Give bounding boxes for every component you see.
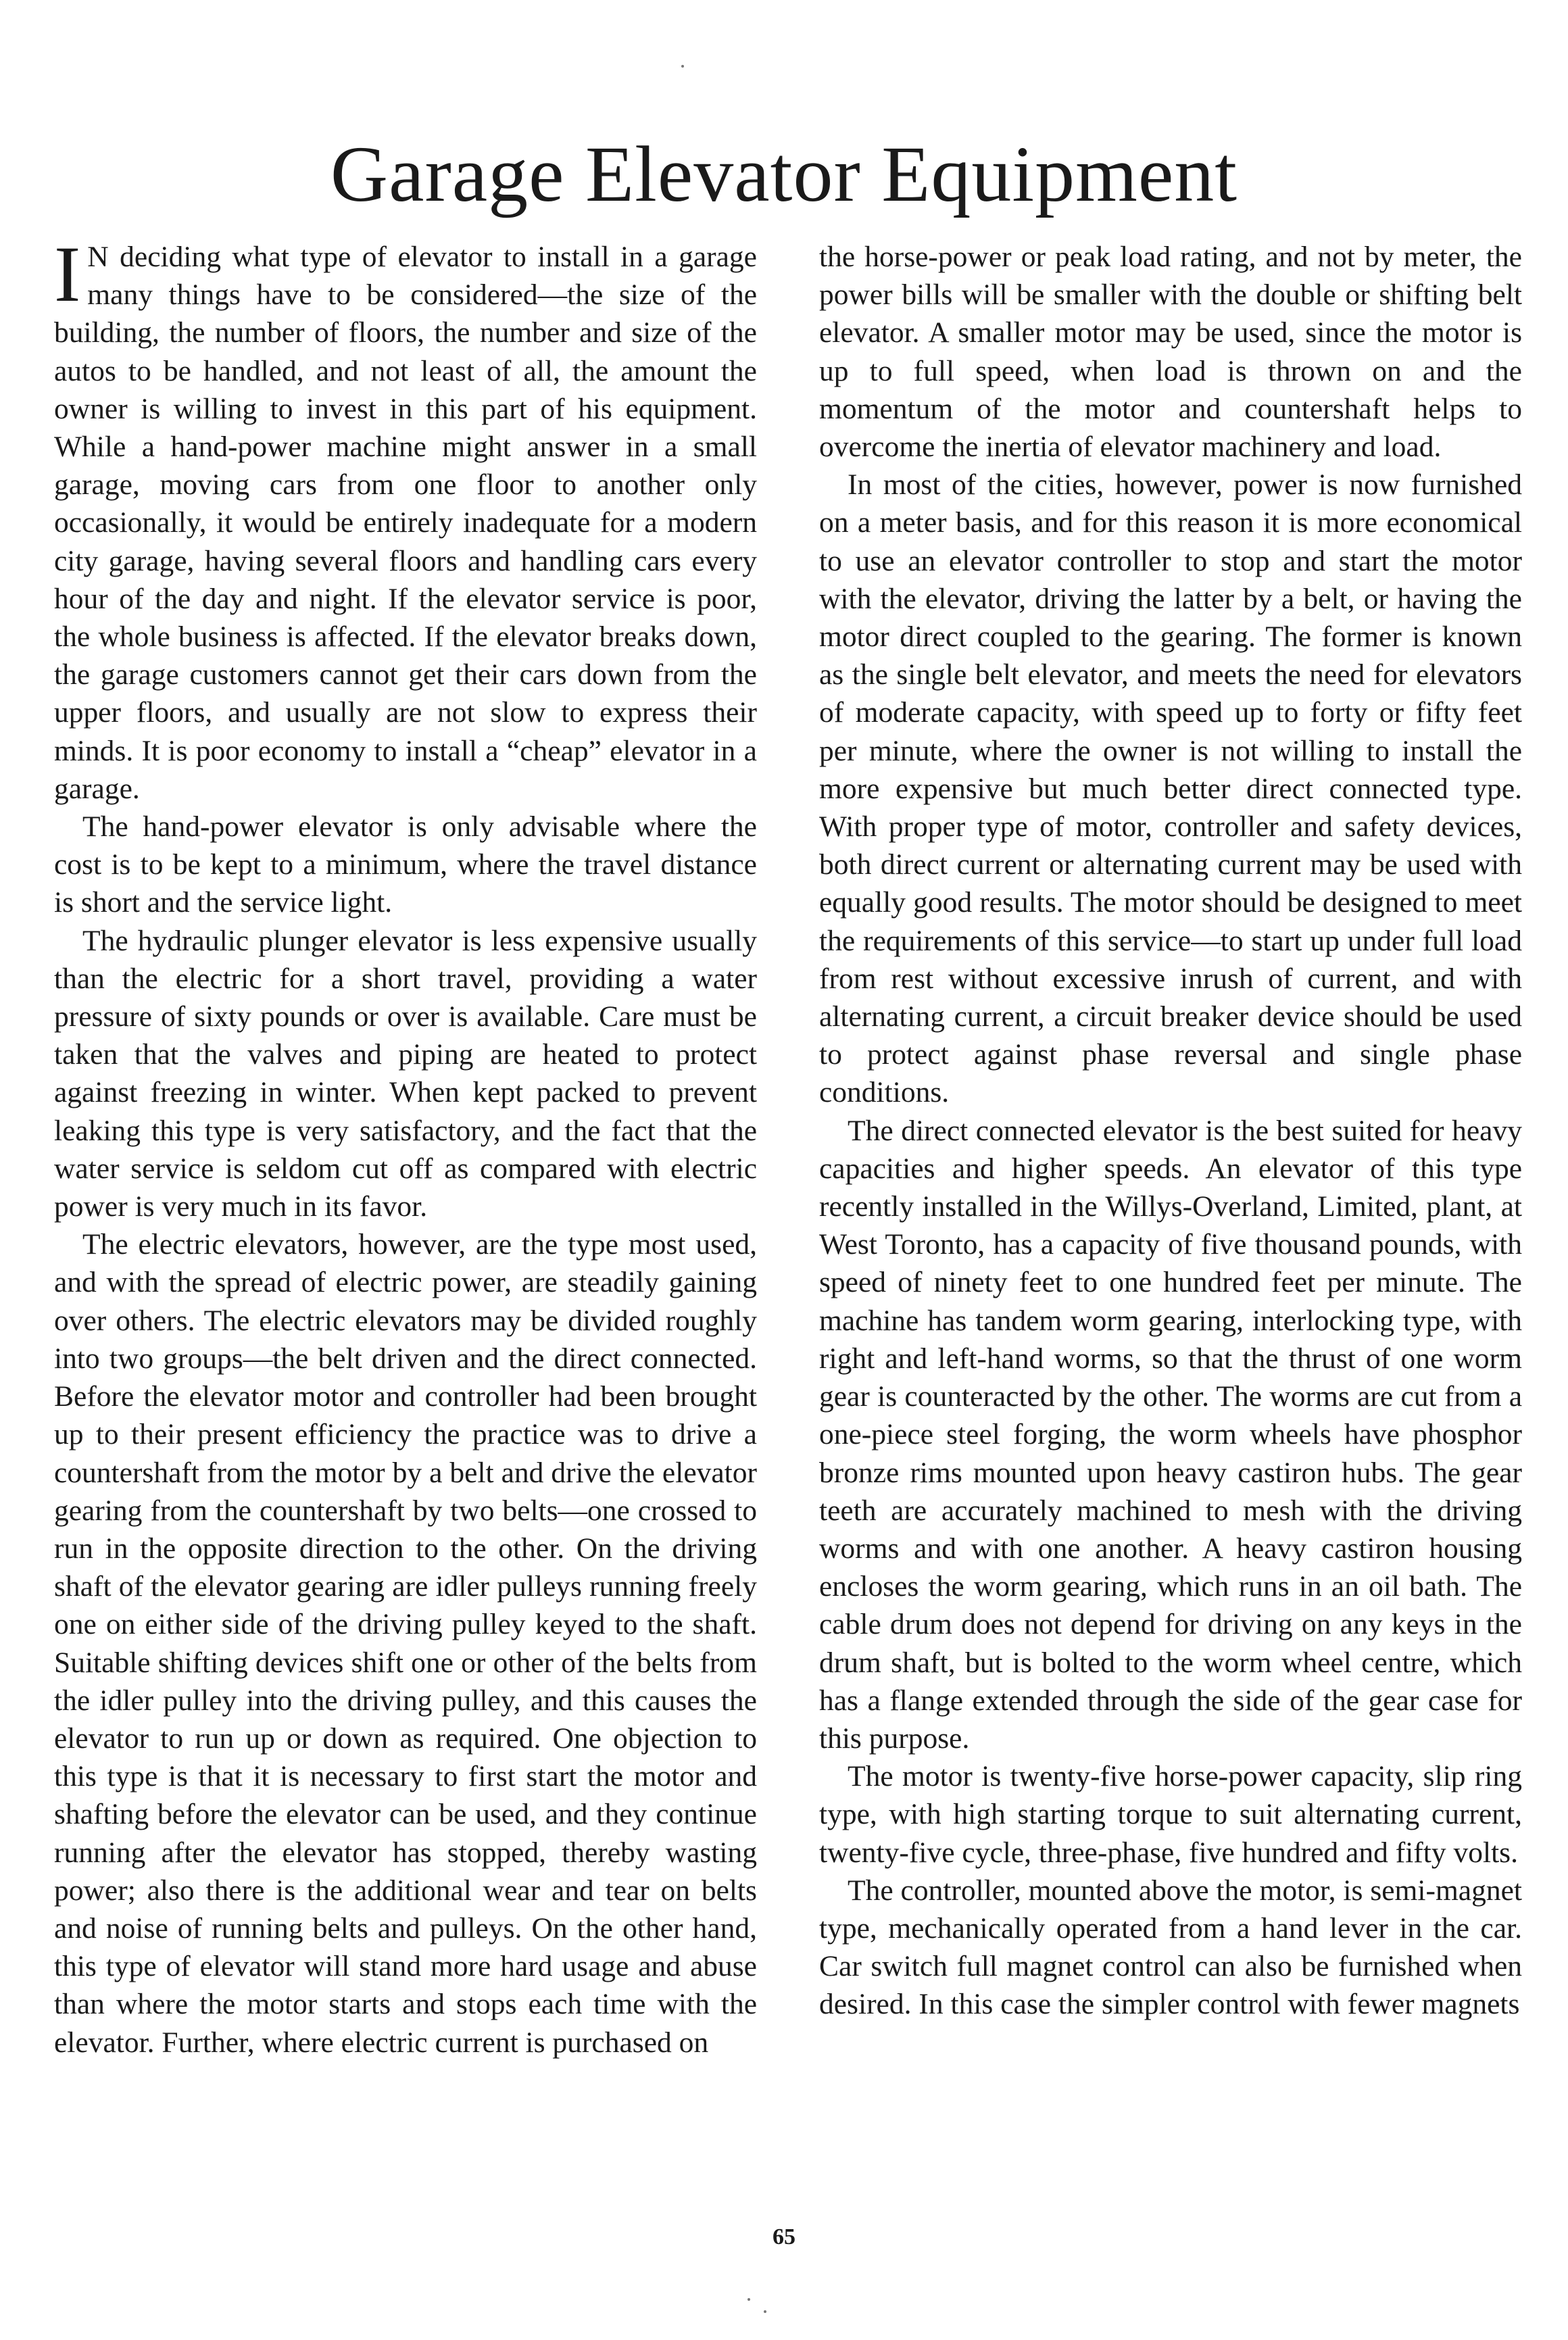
paragraph-hydraulic: The hydraulic plunger elevator is less expensive usually than the electric for a short travel, providing a water pressure of sixty pounds or over is available. Care must be taken that the valves and piping are heated to protect against freezing in winter. When kept packed to prevent leaking this type is very satisfactory, and the fact that the water service is seldom cut off as compared with electric power is very much in its favor. [54,924,757,1223]
opening-paragraph-text: N deciding what type of elevator to install in a garage many things have to be considered—the size of the building, the number of floors, the number and size of the autos to be handled, and not least of all, the amount the owner is willing to invest in this part of his equipment. While a hand-power machine might answer in a small garage, moving cars from one floor to another only occasionally, it would be entirely inadequate for a modern city garage, having several floors and handling cars every hour of the day and night. If the elevator service is poor, the whole business is affected. If the elevator breaks down, the garage customers cannot get their cars down from the upper floors, and usually are not slow to express their minds. It is poor economy to install a “cheap” elevator in a garage. [54,241,757,805]
print-speck [748,2298,750,2301]
print-speck [764,2310,766,2313]
paragraph-direct-connected: The direct connected elevator is the best suited for heavy capacities and higher speeds. An elevator of this type recently installed in the Willys-Overland, Limited, plant, at West Toronto, has a capacity of five thousand pounds, with speed of ninety feet to one hundred feet per minute. The machine has tandem worm gearing, interlocking type, with right and left-hand worms, so that the thrust of one worm gear is counteracted by the other. The worms are cut from a one-piece steel forging, the worm wheels have phosphor bronze rims mounted upon heavy castiron hubs. The gear teeth are accurately machined to mesh with the driving worms and with one another. A heavy castiron housing encloses the worm gearing, which runs in an oil bath. The cable drum does not depend for driving on any keys in the drum shaft, but is bolted to the worm wheel centre, which has a flange extended through the side of the gear case for this purpose. [819,1114,1522,1755]
right-column [819,238,1522,2024]
print-speck [681,65,684,68]
paragraph-controller: The controller, mounted above the motor, is semi-magnet type, mechanically operated from a hand lever in the car. Car switch full magnet control can also be furnished when desired. In this case the simpler control with fewer magnets [819,1874,1522,2021]
paragraph-electric: The electric elevators, however, are the type most used, and with the spread of electric power, are steadily gaining over others. The electric elevators may be divided roughly into two groups—the belt driven and the direct connected. Before the elevator motor and controller had been brought up to their present efficiency the practice was to drive a countershaft from the motor by a belt and drive the elevator gearing from the countershaft by two belts—one crossed to run in the opposite direction to the other. On the driving shaft of the elevator gearing are idler pulleys running freely one on either side of the driving pulley keyed to the shaft. Suitable shifting devices shift one or other of the belts from the idler pulley into the driving pulley, and this causes the elevator to run up or down as required. One objection to this type is that it is necessary to first start the motor and shafting before the elevator can be used, and they continue running after the elevator has stopped, thereby wasting power; also there is the additional wear and tear on belts and noise of running belts and pulleys. On the other hand, this type of elevator will stand more hard usage and abuse than where the motor starts and stops each time with the elevator. Further, where electric current is purchased on [54,1228,757,2059]
paragraph-motor: The motor is twenty-five horse-power capacity, slip ring type, with high starting torque to suit alternating current, twenty-five cycle, three-phase, five hundred and fifty volts. [819,1760,1522,1869]
paragraph-hand-power: The hand-power elevator is only advisable where the cost is to be kept to a minimum, where the travel distance is short and the service light. [54,810,757,919]
paragraph-meter-basis: In most of the cities, however, power is now furnished on a meter basis, and for this reason it is more economical to use an elevator controller to stop and start the motor with the elevator, driving the latter by a belt, or having the motor direct coupled to the gearing. The former is known as the single belt elevator, and meets the need for elevators of moderate capacity, with speed up to forty or fifty feet per minute, where the owner is not willing to install the more expensive but much better direct connected type. With proper type of motor, controller and safety devices, both direct current or alternating current may be used with equally good results. The motor should be designed to meet the requirements of this service—to start up under full load from rest without excessive inrush of current, and with alternating current, a circuit breaker device should be used to protect against phase reversal and single phase conditions. [819,468,1522,1109]
page-number: 65 [773,2224,795,2249]
continued-paragraph: the horse-power or peak load rating, and not by meter, the power bills will be smaller with the double or shifting belt elevator. A smaller motor may be used, since the motor is up to full speed, when load is thrown on and the momentum of the motor and countershaft helps to overcome the inertia of elevator machinery and load. [819,241,1522,464]
article-title: Garage Elevator Equipment [330,130,1238,218]
opening-paragraph [54,230,757,808]
drop-cap: I [54,230,81,318]
left-column [54,230,757,2062]
